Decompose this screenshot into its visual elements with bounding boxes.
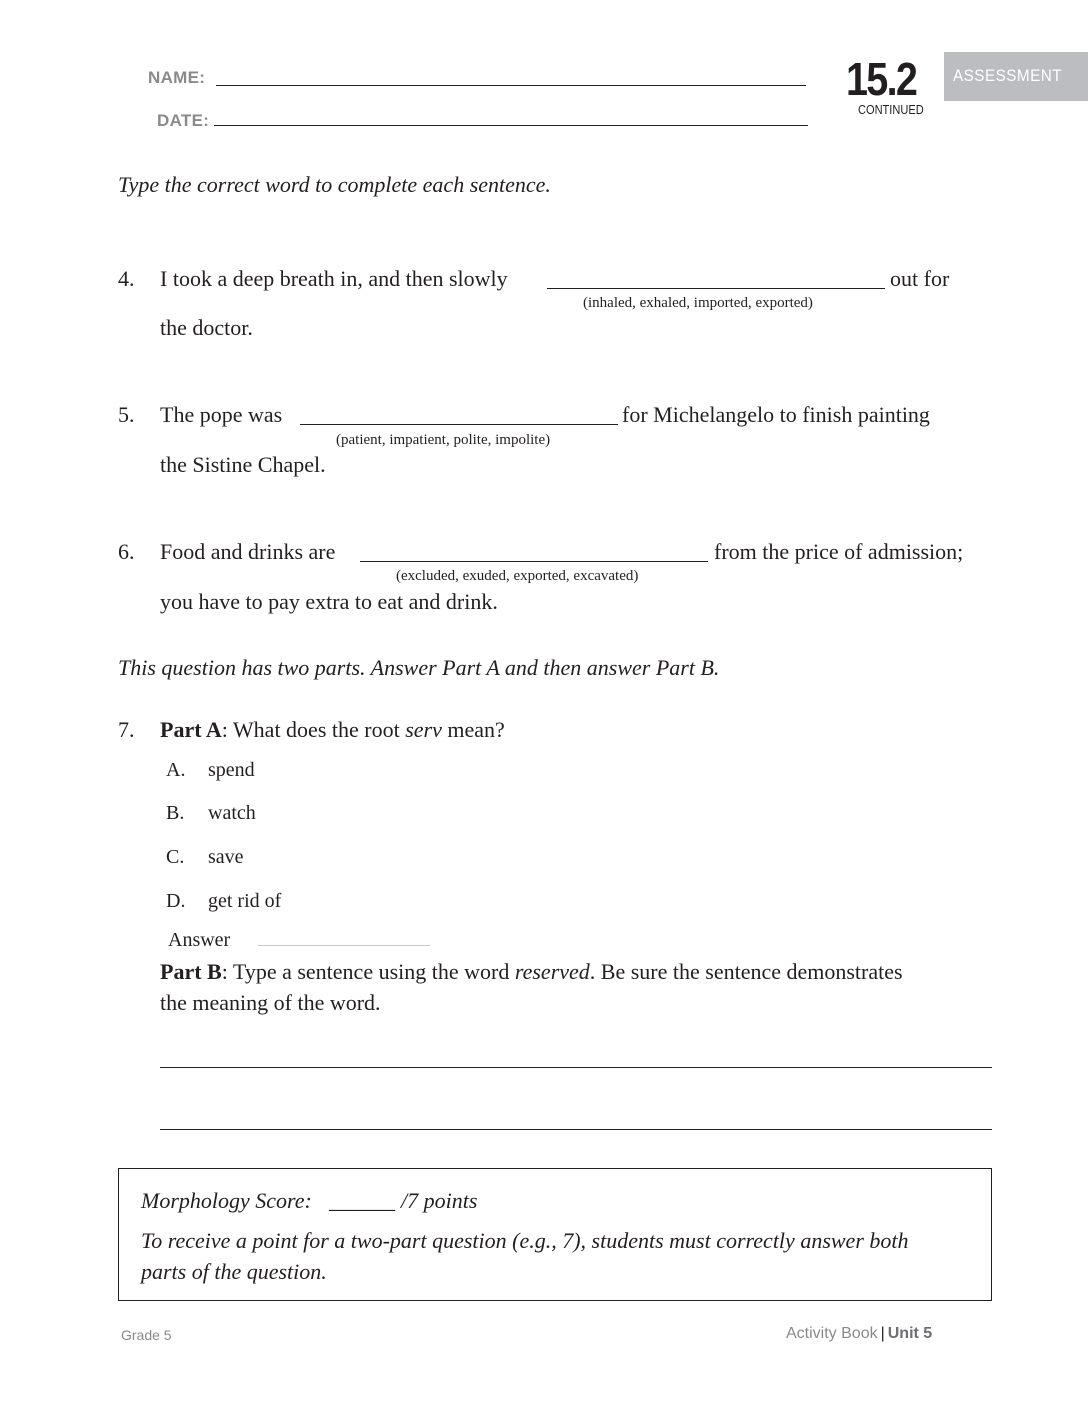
part-a-suffix: mean? [441, 717, 505, 742]
answer-blank[interactable] [360, 561, 708, 562]
option-c-letter: C. [166, 846, 185, 868]
answer-label: Answer [168, 929, 231, 951]
footer-grade: Grade 5 [121, 1327, 172, 1343]
name-field[interactable] [216, 85, 806, 86]
score-note-line2: parts of the question. [141, 1259, 327, 1284]
option-c-text: save [208, 846, 244, 868]
writing-line-2[interactable] [160, 1129, 992, 1130]
part-b-prompt [160, 959, 903, 985]
score-box [118, 1168, 992, 1301]
part-a-label: Part A [160, 717, 222, 742]
answer-blank[interactable] [300, 424, 618, 425]
option-b-letter: B. [166, 802, 185, 824]
answer-blank[interactable] [547, 288, 885, 289]
writing-line-1[interactable] [160, 1067, 992, 1068]
footer-unit: Unit 5 [887, 1325, 933, 1342]
assessment-tag [944, 52, 1088, 101]
question-number: 4. [118, 266, 135, 291]
question-text: The pope was [160, 402, 283, 427]
score-points: /7 points [401, 1188, 478, 1213]
option-d-letter: D. [166, 890, 186, 912]
instructions: Type the correct word to complete each sentence. [118, 172, 551, 197]
option-a-letter: A. [166, 759, 186, 781]
question-number: 7. [118, 717, 135, 742]
option-a-text: spend [208, 759, 255, 781]
part-a-prefix: : What does the root [221, 717, 406, 742]
score-blank: ______ [329, 1188, 395, 1213]
part-b-prompt-line2: the meaning of the word. [160, 990, 381, 1015]
part-a-prompt [160, 717, 505, 743]
option-b-text: watch [208, 802, 256, 824]
question-text-line2: the Sistine Chapel. [160, 452, 326, 477]
question-text-after: from the price of admission; [714, 539, 964, 564]
answer-input-underline [258, 945, 430, 946]
question-text-line2: the doctor. [160, 315, 253, 340]
footer-book: Activity Book [786, 1325, 878, 1342]
footer-book-unit [786, 1325, 932, 1343]
part-b-label: Part B [160, 959, 222, 984]
part-a-root: serv [405, 717, 442, 742]
word-choices: (patient, impatient, polite, impolite) [336, 432, 551, 448]
continued-label: CONTINUED [858, 102, 924, 117]
part-b-prefix: : Type a sentence using the word [221, 959, 515, 984]
question-text-line2: you have to pay extra to eat and drink. [160, 589, 498, 614]
score-note-line1: To receive a point for a two-part question (e.g., 7), students must correctly answer both [141, 1228, 909, 1253]
question-text-after: for Michelangelo to finish painting [622, 402, 930, 427]
lesson-number: 15.2 [846, 53, 917, 105]
two-part-instructions: This question has two parts. Answer Part A and then answer Part B. [118, 655, 720, 680]
score-label: Morphology Score: [141, 1188, 312, 1213]
word-choices: (excluded, exuded, exported, excavated) [396, 568, 639, 584]
question-text: Food and drinks are [160, 539, 336, 564]
part-b-suffix: . Be sure the sentence demonstrates [589, 959, 903, 984]
question-text-after: out for [890, 266, 950, 291]
date-label: DATE: [157, 111, 210, 130]
question-number: 6. [118, 539, 135, 564]
option-d-text: get rid of [208, 890, 282, 912]
assessment-tag-text: ASSESSMENT [953, 66, 1063, 85]
date-field[interactable] [214, 125, 808, 126]
word-choices: (inhaled, exhaled, imported, exported) [583, 295, 813, 311]
part-b-word: reserved [514, 959, 590, 984]
question-text: I took a deep breath in, and then slowly [160, 266, 508, 291]
footer-separator: | [880, 1325, 885, 1342]
question-number: 5. [118, 402, 135, 427]
name-label: NAME: [148, 68, 206, 87]
